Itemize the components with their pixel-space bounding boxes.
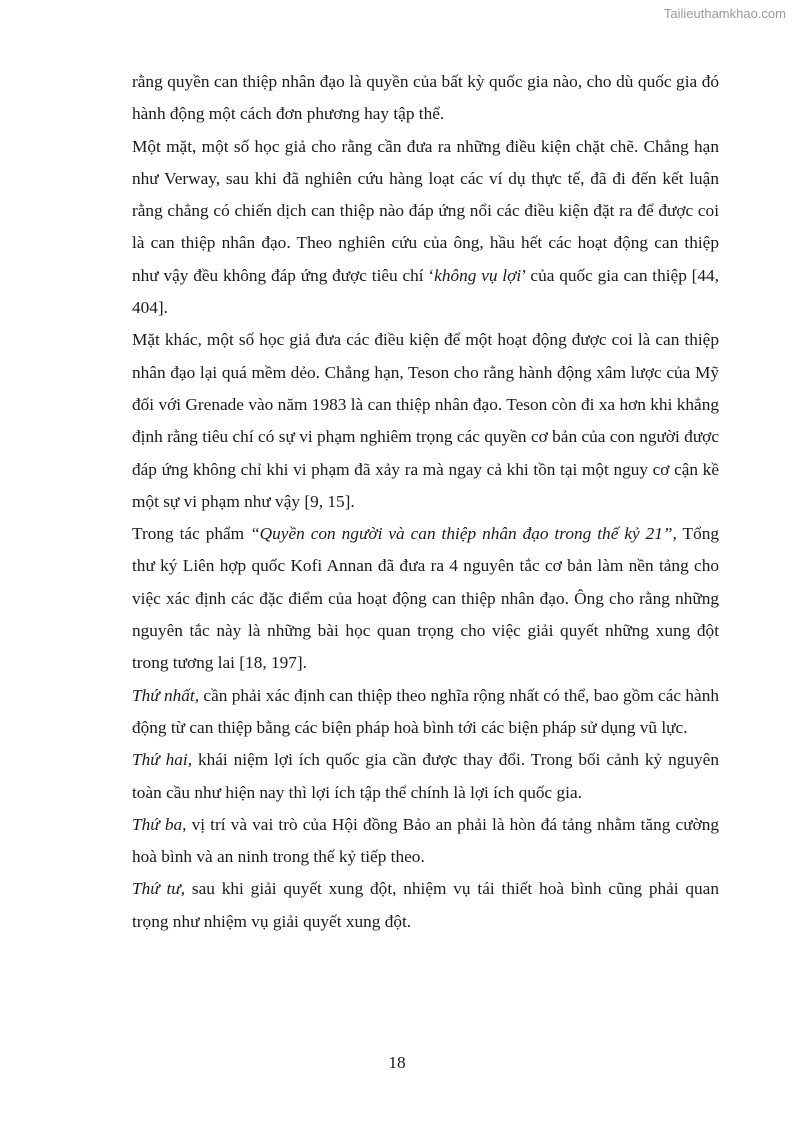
text-segment: sau khi giải quyết xung đột, nhiệm vụ tái thiết hoà bình cũng phải quan trọng như nhiệm vụ giải quyết xung đột. xyxy=(132,879,719,931)
paragraph xyxy=(132,809,719,874)
italic-text: Thứ ba, xyxy=(132,814,187,834)
watermark: Tailieuthamkhao.com xyxy=(663,6,786,21)
text-segment: Trong tác phẩm xyxy=(132,524,251,544)
text-segment: , cần phải xác định can thiệp theo nghĩa rộng nhất có thể, bao gồm các hành động từ can thiệp bằng các biện pháp hoà bình tới các biện pháp sử dụng vũ lực. xyxy=(132,685,720,737)
text-segment: ’ của quốc gia can thiệp [44, 404]. xyxy=(132,265,719,318)
italic-text: Thứ nhất xyxy=(132,685,195,705)
paragraph xyxy=(132,324,719,518)
text-segment: , khái niệm lợi ích quốc gia cần được thay đổi. Trong bối cảnh kỷ nguyên toàn cầu như hiện nay thì lợi ích tập thể chính là lợi ích quốc gia. xyxy=(132,750,719,802)
paragraph xyxy=(132,744,719,809)
paragraph xyxy=(132,131,719,325)
italic-text: Thứ hai xyxy=(132,750,188,770)
document-body xyxy=(132,66,719,938)
paragraph xyxy=(132,680,719,745)
paragraph xyxy=(132,66,719,131)
page-number: 18 xyxy=(388,1053,406,1072)
italic-text: không vụ lợi xyxy=(434,265,522,285)
text-segment: vị trí và vai trò của Hội đồng Bảo an phải là hòn đá tảng nhằm tăng cường hoà bình và an ninh trong thế kỷ tiếp theo. xyxy=(132,814,719,867)
text-segment: Một mặt, một số học giả cho rằng cần đưa ra những điều kiện chặt chẽ. Chẳng hạn như Verway, sau khi đã nghiên cứu hàng loạt các ví dụ thực tế, đã đi đến kết luận rằng chẳng có chiến dịch can thiệp nào đáp ứng nổi các điều kiện đặt ra để được coi là can thiệp nhân đạo. Theo nghiên cứu của ông, hầu hết các hoạt động can thiệp như vậy đều không đáp ứng được tiêu chí ‘ xyxy=(132,136,719,285)
text-segment: rằng quyền can thiệp nhân đạo là quyền của bất kỳ quốc gia nào, cho dù quốc gia đó hành động một cách đơn phương hay tập thể. xyxy=(132,72,719,124)
text-segment: , Tổng thư ký Liên hợp quốc Kofi Annan đã đưa ra 4 nguyên tắc cơ bản làm nền tảng cho việc xác định các đặc điểm của hoạt động can thiệp nhân đạo. Ông cho rằng những nguyên tắc này là những bài học quan trọng cho việc giải quyết những xung đột trong tương lai [18, 197]. xyxy=(132,524,719,673)
paragraph xyxy=(132,873,719,938)
text-segment: Mặt khác, một số học giả đưa các điều kiện để một hoạt động được coi là can thiệp nhân đạo lại quá mềm dẻo. Chẳng hạn, Teson cho rằng hành động xâm lược của Mỹ đối với Grenade vào năm 1983 là can thiệp nhân đạo. Teson còn đi xa hơn khi khẳng định rằng tiêu chí có sự vi phạm nghiêm trọng các quyền cơ bản của con người được đáp ứng không chỉ khi vi phạm đã xảy ra mà ngay cả khi tồn tại một nguy cơ cận kề một sự vi phạm như vậy [9, 15]. xyxy=(132,330,719,511)
paragraph xyxy=(132,518,719,679)
italic-text: Thứ tư, xyxy=(132,879,186,899)
italic-text: “Quyền con người và can thiệp nhân đạo trong thế kỷ 21” xyxy=(250,524,673,544)
